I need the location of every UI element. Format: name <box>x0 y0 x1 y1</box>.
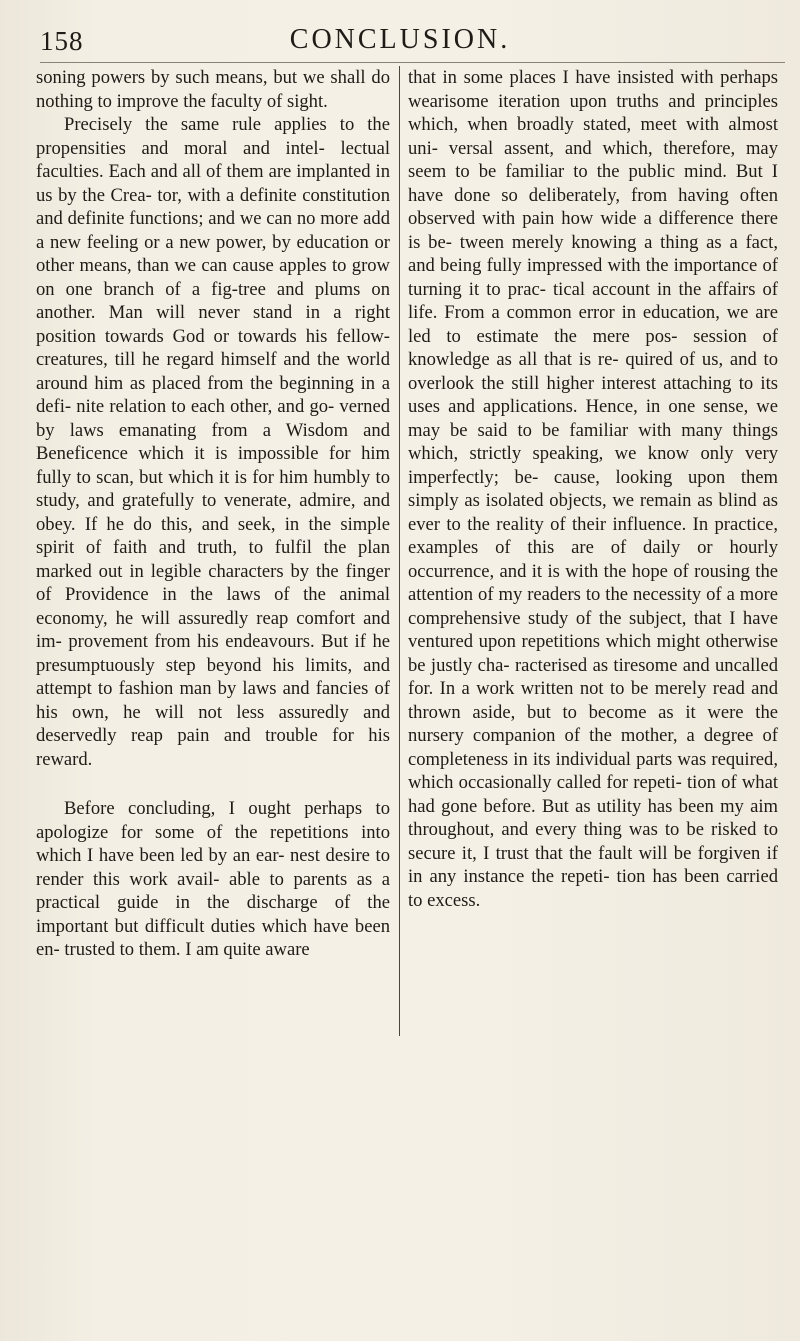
header-rule <box>40 62 785 63</box>
page-header <box>0 22 800 62</box>
column-divider <box>399 66 400 1036</box>
running-head: CONCLUSION. <box>289 24 511 55</box>
page-number: 158 <box>40 26 84 56</box>
paragraph-repetitions: that in some places I have insisted with perhaps wearisome iteration upon truths and principles which, when broadly stated, meet with almost uni- versal assent, and which, therefore, may seem to be familiar to the public mind. But I have done so deliberately, from having often observed with pain how wide a difference there is be- tween merely knowing a thing as a fact, and being fully impressed with the importance of turning it to prac- tical account in the affairs of life. From a common error in education, we are led to estimate the mere pos- session of knowledge as all that is re- quired of us, and to overlook the still higher interest attaching to its uses and applications. Hence, in one sense, we may be said to be familiar with many things which, strictly speaking, we know only very imperfectly; be- cause, looking upon them simply as isolated objects, we remain as blind as ever to the reality of their influence. In practice, examples of this are of daily or hourly occurrence, and it is with the hope of rousing the attention of my readers to the necessity of a more comprehensive study of the subject, that I have ventured upon repetitions which might otherwise be justly cha- racterised as tiresome and uncalled for. In a work written not to be merely read and thrown aside, but to become as it were the nursery companion of the mother, a degree of completeness in its individual parts was required, which occasionally called for repeti- tion of what had gone before. But as utility has been my aim throughout, and every thing was to be risked to secure it, I trust that the fault will be forgiven if in any instance the repeti- tion has been carried to excess. <box>408 67 778 911</box>
paragraph-before-concluding: Before concluding, I ought perhaps to apologize for some of the repetitions into which I have been led by an ear- nest desire to render this work avail- able to parents as a practical guide in the discharge of the important but difficult duties which have been en- trusted to them. I am quite aware <box>36 798 390 960</box>
left-column <box>36 66 390 962</box>
right-column <box>408 66 778 912</box>
paragraph-continued: soning powers by such means, but we shall do nothing to improve the faculty of sight. <box>36 67 390 112</box>
paragraph-precisely: Precisely the same rule applies to the propensities and moral and intel- lectual faculties. Each and all of them are implanted in us by the Crea- tor, with a definite constitution and definite functions; and we can no more add a new feeling or a new power, by education or other means, than we can cause apples to grow on one branch of a fig-tree and plums on another. Man will never stand in a right position towards God or towards his fellow-creatures, till he regard himself and the world around him as placed from the beginning in a defi- nite relation to each other, and go- verned by laws emanating from a Wisdom and Beneficence which it is impossible for him fully to scan, but which it is for him humbly to study, and gratefully to venerate, admire, and obey. If he do this, and seek, in the simple spirit of faith and truth, to fulfil the plan marked out in legible characters by the finger of Providence in the laws of the animal economy, he will assuredly reap comfort and im- provement from his endeavours. But if he presumptuously step beyond his limits, and attempt to fashion man by laws and fancies of his own, he will not less assuredly and deservedly reap pain and trouble for his reward. <box>36 114 390 770</box>
